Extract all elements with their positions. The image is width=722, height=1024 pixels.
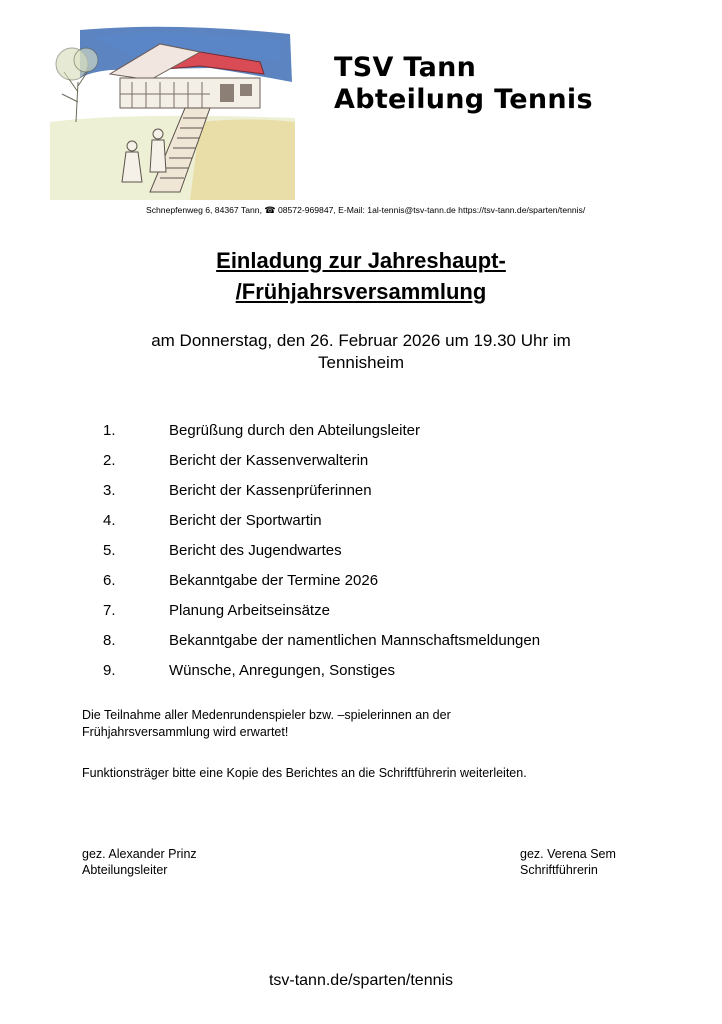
agenda-number: 7. xyxy=(103,602,116,619)
agenda-text: Planung Arbeitseinsätze xyxy=(169,602,330,619)
agenda-item xyxy=(0,510,722,540)
signature-left-name: gez. Alexander Prinz xyxy=(82,847,197,861)
clubhouse-illustration xyxy=(50,22,295,200)
meeting-date-line2: Tennisheim xyxy=(318,353,404,372)
meeting-date xyxy=(0,330,722,374)
agenda-item xyxy=(0,450,722,480)
agenda-text: Bericht der Kassenverwalterin xyxy=(169,452,369,469)
agenda-text: Bericht des Jugendwartes xyxy=(169,542,342,559)
agenda-item xyxy=(0,660,722,690)
agenda-number: 1. xyxy=(103,422,116,439)
page-title-line1: Einladung zur Jahreshaupt- xyxy=(216,248,506,273)
agenda-item xyxy=(0,540,722,570)
contact-details: 08572-969847, E-Mail: 1al-tennis@tsv-tann.de https://tsv-tann.de/sparten/tennis/ xyxy=(277,205,586,215)
reports-notice-text: Funktionsträger bitte eine Kopie des Berichtes an die Schriftführerin weiterleiten. xyxy=(82,766,527,780)
signature-right-role: Schriftführerin xyxy=(520,863,598,877)
agenda-item xyxy=(0,420,722,450)
agenda-text: Bekanntgabe der Termine 2026 xyxy=(169,572,379,589)
signature-right xyxy=(520,846,616,878)
reports-notice xyxy=(82,765,527,782)
contact-line xyxy=(146,205,585,216)
agenda-item xyxy=(0,600,722,630)
club-title xyxy=(334,52,593,116)
attendance-notice xyxy=(82,707,451,741)
agenda-text: Bericht der Sportwartin xyxy=(169,512,322,529)
meeting-date-line1: am Donnerstag, den 26. Februar 2026 um 19.30 Uhr im xyxy=(151,331,571,350)
signature-right-name: gez. Verena Sem xyxy=(520,847,616,861)
agenda-number: 8. xyxy=(103,632,116,649)
agenda-item xyxy=(0,630,722,660)
agenda-number: 2. xyxy=(103,452,116,469)
attendance-notice-line1: Die Teilnahme aller Medenrundenspieler bzw. –spielerinnen an der xyxy=(82,708,451,722)
agenda-number: 9. xyxy=(103,662,116,679)
agenda-number: 3. xyxy=(103,482,116,499)
signature-left xyxy=(82,846,197,878)
page-title-line2: /Frühjahrsversammlung xyxy=(235,279,487,304)
agenda-item xyxy=(0,570,722,600)
agenda-text: Bericht der Kassenprüferinnen xyxy=(169,482,372,499)
contact-address: Schnepfenweg 6, 84367 Tann, xyxy=(146,205,262,215)
club-department: Abteilung Tennis xyxy=(334,84,593,115)
agenda-item xyxy=(0,480,722,510)
page-title xyxy=(0,245,722,307)
club-name: TSV Tann xyxy=(334,52,477,83)
telephone-icon: ☎ xyxy=(264,205,276,215)
agenda-list xyxy=(0,420,722,690)
signature-left-role: Abteilungsleiter xyxy=(82,863,168,877)
agenda-text: Begrüßung durch den Abteilungsleiter xyxy=(169,422,421,439)
agenda-number: 6. xyxy=(103,572,116,589)
agenda-text: Bekanntgabe der namentlichen Mannschaftsmeldungen xyxy=(169,632,541,649)
footer-url: tsv-tann.de/sparten/tennis xyxy=(268,972,454,989)
agenda-number: 5. xyxy=(103,542,116,559)
attendance-notice-line2: Frühjahrsversammlung wird erwartet! xyxy=(82,725,289,739)
agenda-number: 4. xyxy=(103,512,116,529)
agenda-text: Wünsche, Anregungen, Sonstiges xyxy=(169,662,395,679)
